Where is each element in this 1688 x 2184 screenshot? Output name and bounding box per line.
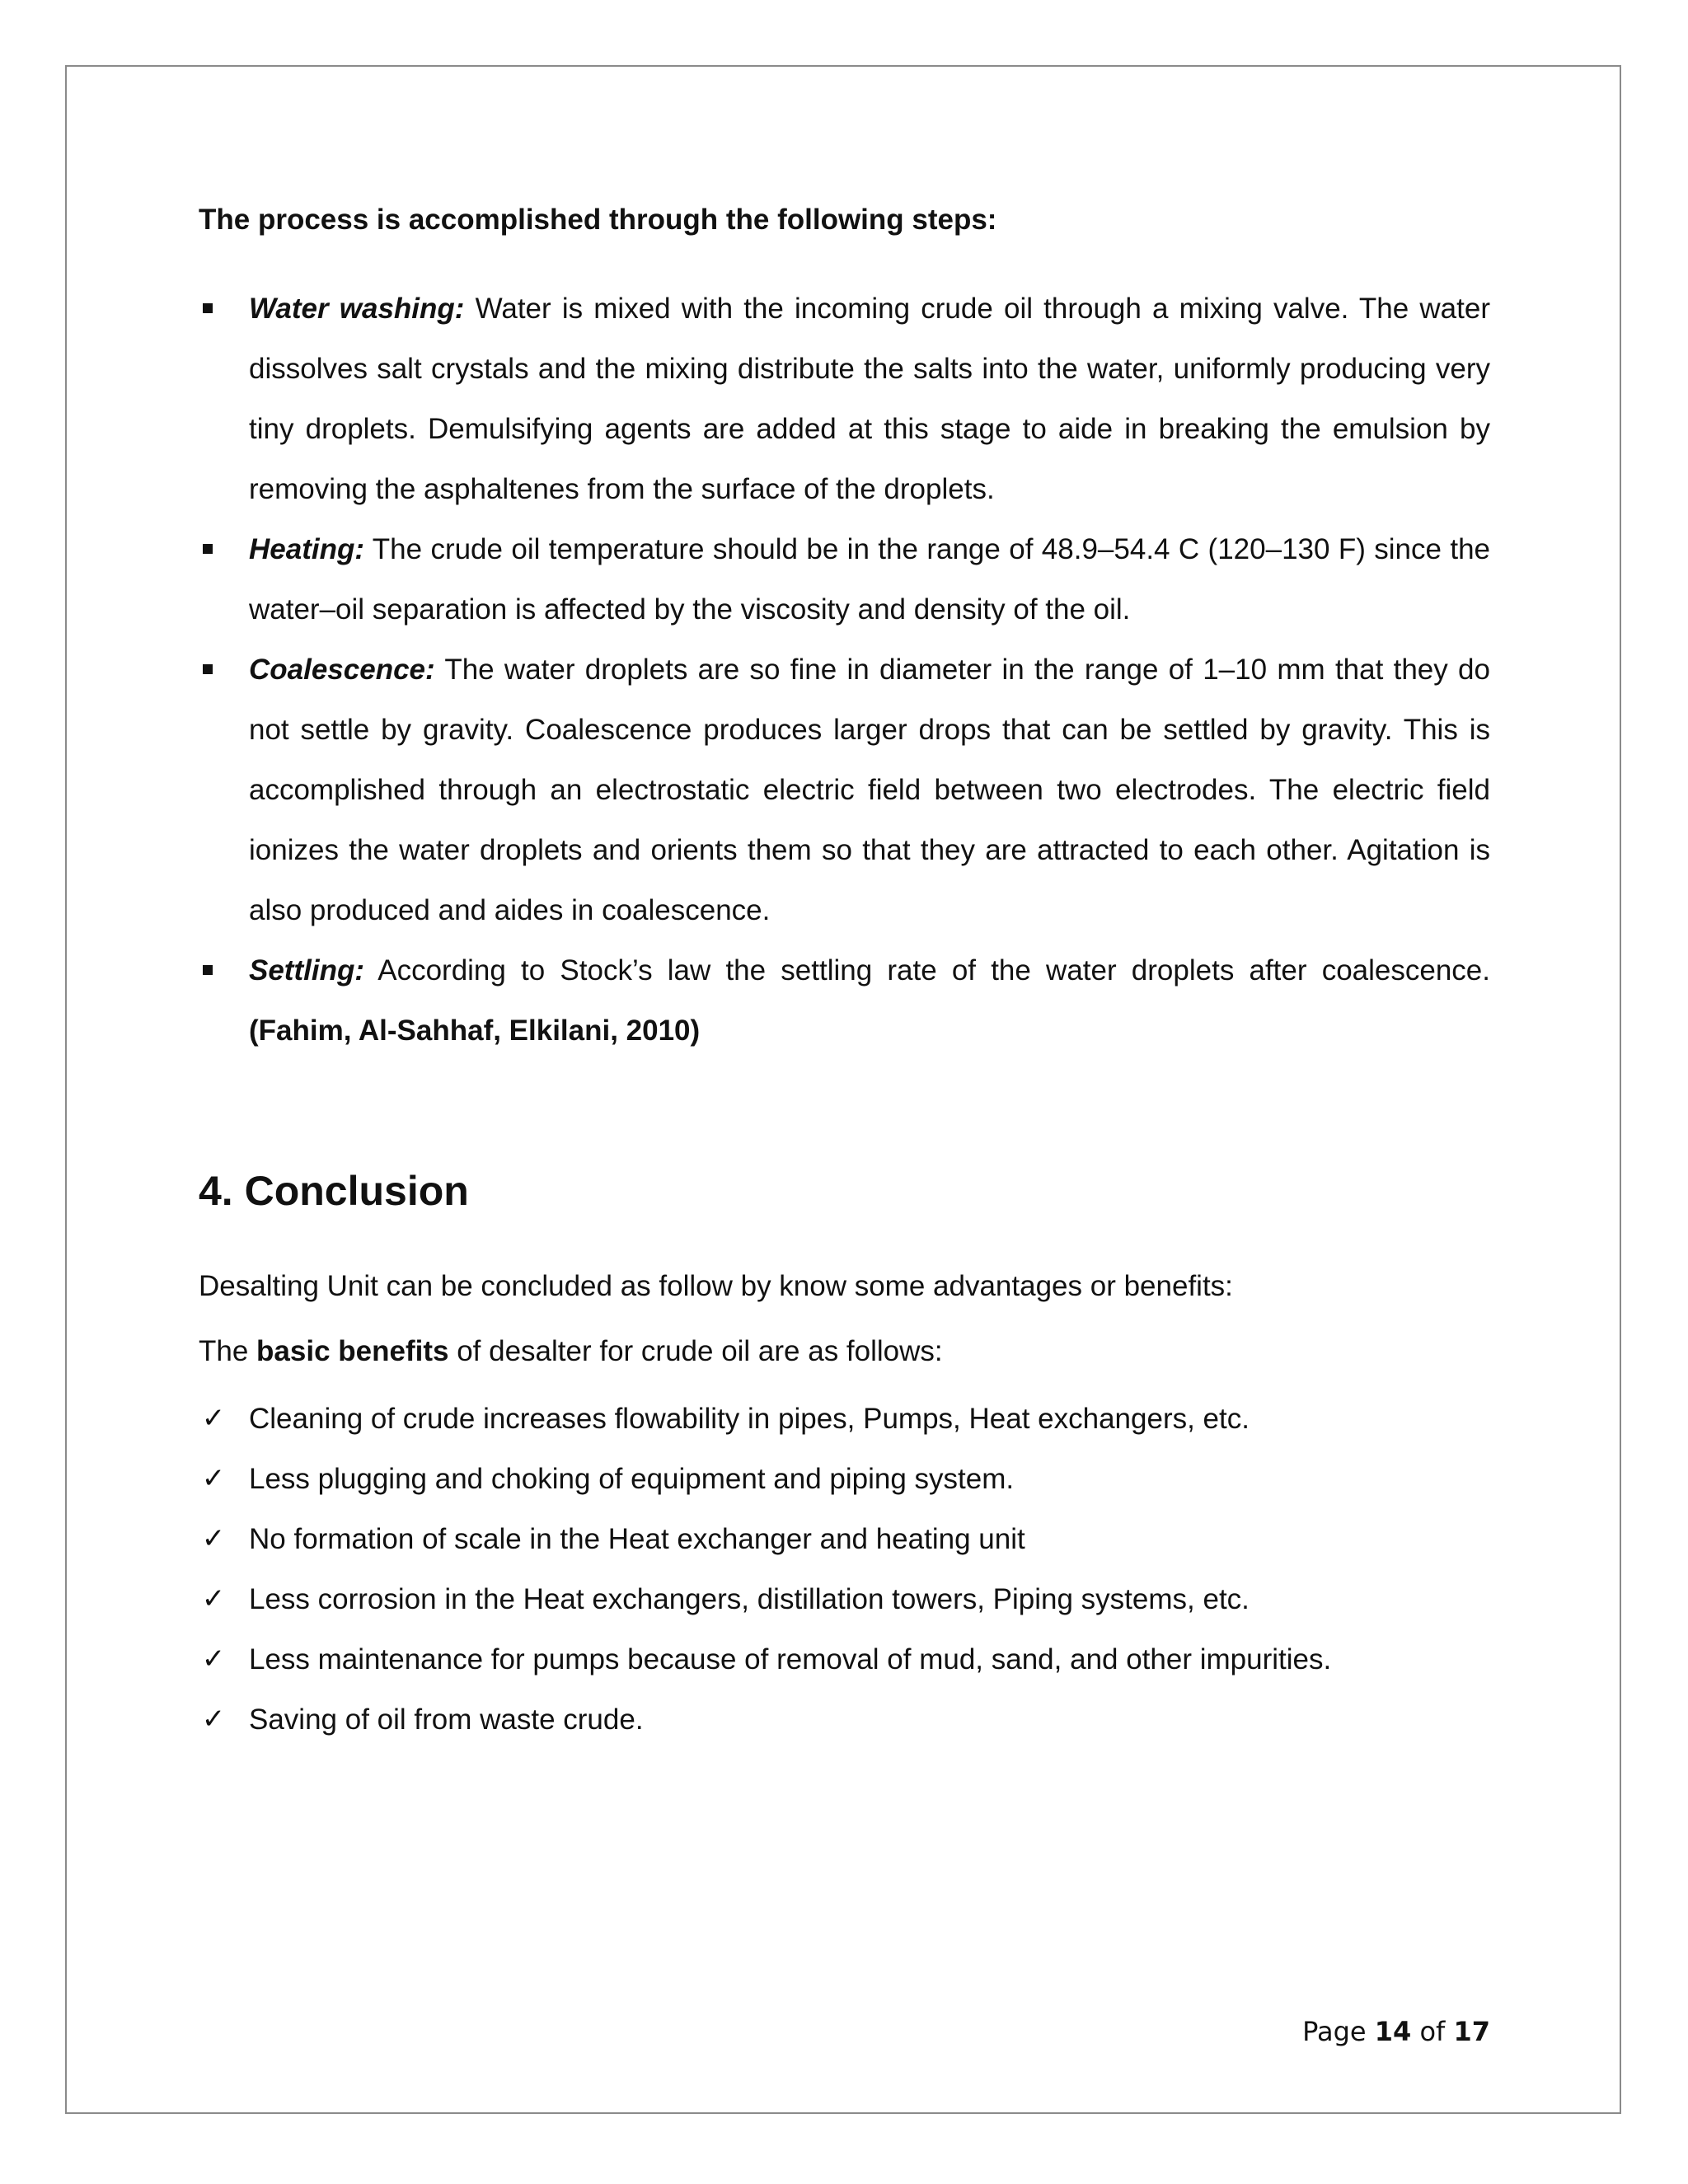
step-text: According to Stock’s law the settling rate of the water droplets after coalescence. xyxy=(363,954,1490,987)
step-text: Water is mixed with the incoming crude oil through a mixing valve. The water dissolves salt crystals and the mixing distribute the salts into the water, uniformly producing very tiny droplets. Demulsifying agents are added at this stage to aide in breaking the emulsion by removing the asphaltenes from the surface of the droplets. xyxy=(249,293,1490,505)
benefits-list xyxy=(199,1389,1490,1750)
step-term: Coalescence: xyxy=(249,654,435,686)
square-bullet-icon xyxy=(203,544,213,554)
step-term: Water washing: xyxy=(249,293,465,325)
benefit-text: Saving of oil from waste crude. xyxy=(249,1704,644,1736)
checkmark-icon: ✓ xyxy=(201,1462,226,1495)
page-number-footer xyxy=(1302,2011,1490,2052)
current-page-number: 14 xyxy=(1374,2016,1412,2047)
benefit-item xyxy=(199,1569,1490,1629)
section-heading-conclusion: 4. Conclusion xyxy=(199,1168,469,1214)
benefit-text: Cleaning of crude increases flowability in pipes, Pumps, Heat exchangers, etc. xyxy=(249,1403,1250,1435)
conclusion-paragraph: Desalting Unit can be concluded as follow by know some advantages or benefits: xyxy=(199,1270,1233,1302)
benefit-item xyxy=(199,1449,1490,1509)
checkmark-icon: ✓ xyxy=(201,1582,226,1615)
step-term: Heating: xyxy=(249,533,364,565)
benefit-item xyxy=(199,1690,1490,1750)
benefit-text: No formation of scale in the Heat exchanger and heating unit xyxy=(249,1523,1025,1555)
benefit-text: Less corrosion in the Heat exchangers, distillation towers, Piping systems, etc. xyxy=(249,1583,1250,1615)
square-bullet-icon xyxy=(203,303,213,313)
benefit-text: Less plugging and choking of equipment and piping system. xyxy=(249,1463,1015,1495)
step-text: The crude oil temperature should be in the range of 48.9–54.4 C (120–130 F) since the water–oil separation is affected by the viscosity and density of the oil. xyxy=(249,533,1490,626)
step-item-settling xyxy=(199,940,1490,1061)
checkmark-icon: ✓ xyxy=(201,1643,226,1675)
checkmark-icon: ✓ xyxy=(201,1703,226,1736)
citation: (Fahim, Al-Sahhaf, Elkilani, 2010) xyxy=(249,1015,701,1047)
benefits-intro-prefix: The xyxy=(199,1335,257,1367)
step-term: Settling: xyxy=(249,954,364,987)
benefits-intro-paragraph xyxy=(199,1331,943,1372)
steps-intro-heading: The process is accomplished through the following steps: xyxy=(199,204,997,236)
checkmark-icon: ✓ xyxy=(201,1402,226,1435)
checkmark-icon: ✓ xyxy=(201,1522,226,1555)
square-bullet-icon xyxy=(203,965,213,975)
page-of-label: of xyxy=(1411,2016,1454,2047)
benefits-intro-suffix: of desalter for crude oil are as follows: xyxy=(448,1335,943,1367)
step-item-heating xyxy=(199,519,1490,640)
benefits-intro-bold: basic benefits xyxy=(256,1335,449,1367)
benefit-item xyxy=(199,1629,1490,1690)
steps-list xyxy=(199,279,1490,1061)
benefit-item xyxy=(199,1509,1490,1569)
total-page-count: 17 xyxy=(1453,2016,1490,2047)
square-bullet-icon xyxy=(203,664,213,674)
benefit-text: Less maintenance for pumps because of removal of mud, sand, and other impurities. xyxy=(249,1643,1332,1675)
benefit-item xyxy=(199,1389,1490,1449)
step-item-coalescence xyxy=(199,640,1490,940)
page-label: Page xyxy=(1302,2016,1375,2047)
step-item-water-washing xyxy=(199,279,1490,519)
step-text: The water droplets are so fine in diameter in the range of 1–10 mm that they do not settle by gravity. Coalescence produces larger drops that can be settled by gravity. This is accomplished through an electrostatic electric field between two electrodes. The electric field ionizes the water droplets and orients them so that they are attracted to each other. Agitation is also produced and aides in coalescence. xyxy=(249,654,1490,926)
